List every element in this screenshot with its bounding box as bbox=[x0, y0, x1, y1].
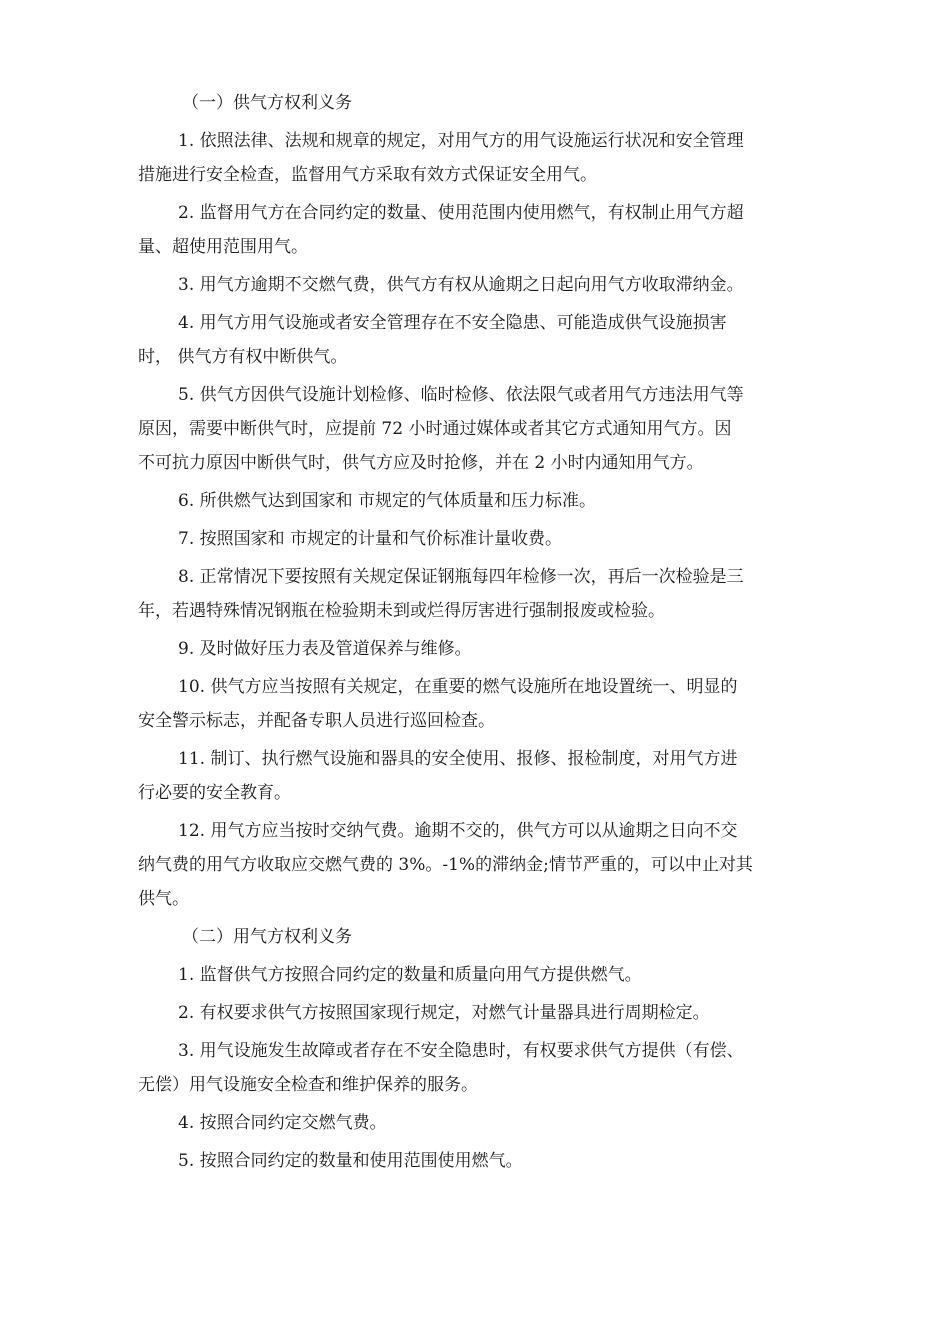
paragraph-s1-6 bbox=[138, 484, 824, 518]
paragraph-s2-2 bbox=[138, 996, 824, 1030]
paragraph-line: 7. 按照国家和 市规定的计量和气价标准计量收费。 bbox=[178, 529, 563, 549]
paragraph-s1-11 bbox=[138, 742, 824, 810]
paragraph-line: 2. 监督用气方在合同约定的数量、使用范围内使用燃气，有权制止用气方超 bbox=[178, 203, 744, 223]
paragraph-line: 4. 用气方用气设施或者安全管理存在不安全隐患、可能造成供气设施损害 bbox=[178, 313, 727, 333]
paragraph-line: 无偿）用气设施安全检查和维护保养的服务。 bbox=[138, 1075, 478, 1095]
paragraph-line: 年，若遇特殊情况钢瓶在检验期未到或烂得厉害进行强制报废或检验。 bbox=[138, 601, 665, 621]
paragraph-line: 时， 供气方有权中断供气。 bbox=[138, 347, 348, 367]
document-page bbox=[138, 86, 824, 1178]
paragraph-s1-12 bbox=[138, 814, 824, 916]
paragraph-line: 6. 所供燃气达到国家和 市规定的气体质量和压力标准。 bbox=[178, 491, 597, 511]
paragraph-line: 11. 制订、执行燃气设施和器具的安全使用、报修、报检制度，对用气方进 bbox=[178, 749, 738, 769]
paragraph-line: 9. 及时做好压力表及管道保养与维修。 bbox=[178, 639, 472, 659]
paragraph-line: 2. 有权要求供气方按照国家现行规定，对燃气计量器具进行周期检定。 bbox=[178, 1003, 710, 1023]
paragraph-line: 安全警示标志，并配备专职人员进行巡回检查。 bbox=[138, 711, 495, 731]
paragraph-s1-5 bbox=[138, 378, 824, 480]
paragraph-line: 1. 监督供气方按照合同约定的数量和质量向用气方提供燃气。 bbox=[178, 965, 642, 985]
paragraph-line: 不可抗力原因中断供气时，供气方应及时抢修，并在 2 小时内通知用气方。 bbox=[138, 453, 704, 473]
section-heading-consumer: （二）用气方权利义务 bbox=[182, 927, 352, 947]
paragraph-s1-3 bbox=[138, 268, 824, 302]
paragraph-line: 3. 用气设施发生故障或者存在不安全隐患时，有权要求供气方提供（有偿、 bbox=[178, 1041, 744, 1061]
paragraph-line: 供气。 bbox=[138, 889, 189, 909]
paragraph-line: 5. 按照合同约定的数量和使用范围使用燃气。 bbox=[178, 1151, 523, 1171]
paragraph-s1-1 bbox=[138, 124, 824, 192]
paragraph-line: 4. 按照合同约定交燃气费。 bbox=[178, 1113, 387, 1133]
paragraph-line: 原因，需要中断供气时，应提前 72 小时通过媒体或者其它方式通知用气方。因 bbox=[138, 419, 732, 439]
paragraph-s2-5 bbox=[138, 1144, 824, 1178]
paragraph-line: 1. 依照法律、法规和规章的规定，对用气方的用气设施运行状况和安全管理 bbox=[178, 131, 744, 151]
paragraph-line: 12. 用气方应当按时交纳气费。逾期不交的，供气方可以从逾期之日向不交 bbox=[178, 821, 738, 841]
paragraph-s2-1 bbox=[138, 958, 824, 992]
paragraph-s1-9 bbox=[138, 632, 824, 666]
paragraph-s2-4 bbox=[138, 1106, 824, 1140]
paragraph-line: 纳气费的用气方收取应交燃气费的 3%。-1%的滞纳金;情节严重的，可以中止对其 bbox=[138, 855, 753, 875]
paragraph-s1-10 bbox=[138, 670, 824, 738]
paragraph-line: 量、超使用范围用气。 bbox=[138, 237, 308, 257]
paragraph-line: 行必要的安全教育。 bbox=[138, 783, 291, 803]
paragraph-s1-7 bbox=[138, 522, 824, 556]
paragraph-line: 10. 供气方应当按照有关规定，在重要的燃气设施所在地设置统一、明显的 bbox=[178, 677, 738, 697]
paragraph-s1-8 bbox=[138, 560, 824, 628]
paragraph-line: 3. 用气方逾期不交燃气费，供气方有权从逾期之日起向用气方收取滞纳金。 bbox=[178, 275, 744, 295]
section-heading-supplier: （一）供气方权利义务 bbox=[182, 93, 352, 113]
paragraph-s1-2 bbox=[138, 196, 824, 264]
paragraph-line: 8. 正常情况下要按照有关规定保证钢瓶每四年检修一次，再后一次检验是三 bbox=[178, 567, 744, 587]
paragraph-s2-3 bbox=[138, 1034, 824, 1102]
paragraph-s1-4 bbox=[138, 306, 824, 374]
paragraph-line: 措施进行安全检查，监督用气方采取有效方式保证安全用气。 bbox=[138, 165, 597, 185]
paragraph-line: 5. 供气方因供气设施计划检修、临时检修、依法限气或者用气方违法用气等 bbox=[178, 385, 744, 405]
